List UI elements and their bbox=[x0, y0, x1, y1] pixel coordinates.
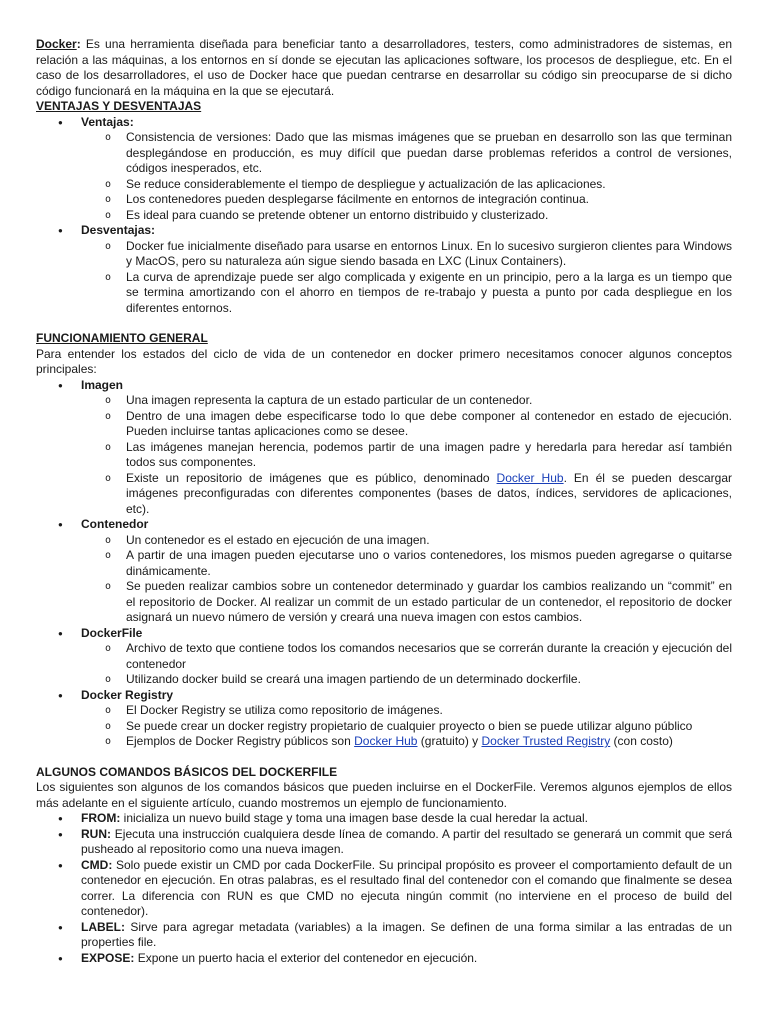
list-item: o Se pueden realizar cambios sobre un contenedor determinado y guardar los cambios realizando un “commit” en el repositorio de Docker. Al realizar un commit de un estado particular de un contenedor, el repositorio de docker asignará un nuevo número de versión y creará una nueva imagen con estos cambios. bbox=[81, 579, 732, 626]
list-item bbox=[36, 951, 732, 967]
list-item: o Los contenedores pueden desplegarse fácilmente en entornos de integración continua. bbox=[81, 192, 732, 208]
intro-colon: : bbox=[76, 37, 81, 51]
list-item: o Se puede crear un docker registry propietario de cualquier proyecto o bien se puede utilizar alguno público bbox=[81, 719, 732, 735]
dockerfile-items bbox=[81, 641, 732, 688]
spacer bbox=[36, 750, 732, 765]
command-key: LABEL: bbox=[81, 919, 125, 934]
list-item: o A partir de una imagen pueden ejecutarse uno o varios contenedores, los mismos pueden agregarse o quitarse dinámicamente. bbox=[81, 548, 732, 579]
imagen-repo-text-after: . En él se pueden descargar imágenes preconfiguradas con diferentes componentes (bases de datos, índices, servidores de aplicaciones, etc). bbox=[126, 470, 733, 516]
command-key: FROM: bbox=[81, 811, 121, 825]
contenedor-group bbox=[36, 517, 732, 626]
desventajas-group bbox=[36, 223, 732, 316]
ventajas-group bbox=[36, 115, 732, 224]
list-item: o Las imágenes manejan herencia, podemos partir de una imagen padre y heredarla para heredar así también todos sus componentes. bbox=[81, 440, 732, 471]
intro-paragraph bbox=[36, 37, 732, 99]
registry-examples-text: Ejemplos de Docker Registry públicos son bbox=[126, 734, 355, 748]
intro-text: Es una herramienta diseñada para beneficiar tanto a desarrolladores, testers, como administradores de sistemas, en relación a las máquinas, a los entornos en sí donde se ejecutan las aplicaciones software, los procesos de despliegue, etc. En el caso de los desarrolladores, el uso de Docker hace que puedan centrarse en desarrollar su código sin preocuparse de si dicho código funcionará en la máquina en la que se ejecutará. bbox=[36, 37, 732, 98]
dockerfile-label: DockerFile bbox=[81, 625, 143, 640]
desventajas-items bbox=[81, 239, 732, 317]
imagen-label: Imagen bbox=[81, 377, 124, 392]
list-item: o Utilizando docker build se creará una imagen partiendo de un determinado dockerfile. bbox=[81, 672, 732, 688]
list-item: o La curva de aprendizaje puede ser algo complicada y exigente en un principio, pero a la larga es un tiempo que se termina amortizando con el ahorro en tiempos de re-trabajo y puesta a punto por cada despliegue en los diferentes entornos. bbox=[81, 270, 732, 317]
contenedor-label: Contenedor bbox=[81, 517, 149, 531]
docker-hub-link[interactable]: Docker Hub bbox=[496, 470, 564, 485]
list-item: o Es ideal para cuando se pretende obtener un entorno distribuido y clusterizado. bbox=[81, 208, 732, 224]
comandos-heading: ALGUNOS COMANDOS BÁSICOS DEL DOCKERFILE bbox=[36, 764, 338, 779]
list-item bbox=[36, 827, 732, 858]
comandos-list bbox=[36, 811, 732, 966]
docker-hub-link-2[interactable]: Docker Hub bbox=[354, 734, 418, 748]
list-item bbox=[36, 920, 732, 951]
imagen-repo-text: Existe un repositorio de imágenes que es público, denominado bbox=[126, 470, 497, 485]
ventajas-items bbox=[81, 130, 732, 223]
registry-label: Docker Registry bbox=[81, 687, 174, 702]
list-item bbox=[81, 471, 732, 518]
docker-trusted-registry-link[interactable]: Docker Trusted Registry bbox=[481, 734, 611, 748]
list-item bbox=[81, 734, 732, 750]
registry-items bbox=[81, 703, 732, 750]
command-text: Sirve para agregar metadata (variables) a la imagen. Se definen de una forma similar a las entradas de un properties file. bbox=[81, 919, 732, 949]
dockerfile-group bbox=[36, 626, 732, 688]
ventajas-list bbox=[36, 115, 732, 317]
command-text: inicializa un nuevo build stage y toma una imagen base desde la cual heredar la actual. bbox=[120, 811, 588, 825]
registry-examples-mid: (gratuito) y bbox=[417, 734, 482, 748]
funcionamiento-intro: Para entender los estados del ciclo de vida de un contenedor en docker primero necesitamos conocer algunos conceptos principales: bbox=[36, 346, 732, 376]
list-item: o Archivo de texto que contiene todos los comandos necesarios que se correrán durante la creación y ejecución del contenedor bbox=[81, 641, 732, 672]
spacer bbox=[36, 316, 732, 331]
registry-examples-after: (con costo) bbox=[610, 734, 673, 748]
list-item bbox=[36, 811, 732, 827]
command-text: Ejecuta una instrucción cualquiera desde línea de comando. A partir del resultado se generará un commit que será pusheado al repositorio como una nueva imagen. bbox=[81, 826, 732, 856]
ventajas-heading: VENTAJAS Y DESVENTAJAS bbox=[36, 99, 202, 113]
ventajas-label: Ventajas: bbox=[81, 114, 134, 129]
command-text: Solo puede existir un CMD por cada DockerFile. Su principal propósito es proveer el comportamiento default de un contenedor en ejecución. En otras palabras, es el resultado final del contenedor con el comando que finalmente se desea correr. La diferencia con RUN es que CMD no ejecuta ningún commit (no interviene en el proceso de build del contenedor). bbox=[81, 857, 732, 918]
registry-group bbox=[36, 688, 732, 750]
conceptos-list bbox=[36, 378, 732, 750]
list-item: o Un contenedor es el estado en ejecución de una imagen. bbox=[81, 533, 732, 549]
imagen-items bbox=[81, 393, 732, 517]
comandos-intro: Los siguientes son algunos de los comandos básicos que pueden incluirse en el DockerFile. Veremos algunos ejemplos de ellos más adelante en el siguiente artículo, cuando mostremos un ejemplo de funcionamiento. bbox=[36, 780, 732, 810]
command-key: CMD: bbox=[81, 857, 113, 872]
list-item bbox=[36, 858, 732, 920]
command-text: Expone un puerto hacia el exterior del contenedor en ejecución. bbox=[134, 950, 478, 965]
imagen-group bbox=[36, 378, 732, 518]
funcionamiento-heading: FUNCIONAMIENTO GENERAL bbox=[36, 331, 208, 345]
desventajas-label: Desventajas: bbox=[81, 223, 156, 237]
command-key: RUN: bbox=[81, 826, 111, 841]
contenedor-items bbox=[81, 533, 732, 626]
list-item: o Una imagen representa la captura de un estado particular de un contenedor. bbox=[81, 393, 732, 409]
list-item: o Se reduce considerablemente el tiempo de despliegue y actualización de las aplicaciones. bbox=[81, 177, 732, 193]
intro-term: Docker bbox=[36, 37, 77, 51]
list-item: o Docker fue inicialmente diseñado para usarse en entornos Linux. En lo sucesivo surgieron clientes para Windows y MacOS, pero su naturaleza aún sigue siendo basada en LXC (Linux Containers). bbox=[81, 239, 732, 270]
list-item: o Consistencia de versiones: Dado que las mismas imágenes que se prueban en desarrollo son las que terminan desplegándose en producción, es muy difícil que puedan darse problemas referidos a control de versiones, códigos inesperados, etc. bbox=[81, 130, 732, 177]
command-key: EXPOSE: bbox=[81, 950, 135, 965]
list-item: o Dentro de una imagen debe especificarse todo lo que debe componer al contenedor en estado de ejecución. Pueden incluirse tantas aplicaciones como se desee. bbox=[81, 409, 732, 440]
list-item: o El Docker Registry se utiliza como repositorio de imágenes. bbox=[81, 703, 732, 719]
